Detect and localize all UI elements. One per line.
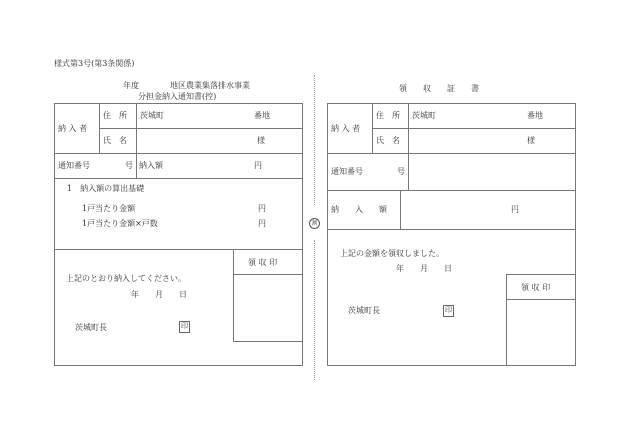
stub-amount-label: 納入額 — [139, 161, 163, 170]
receipt-notice-no-label: 通知番号 — [331, 167, 363, 176]
receipt-received-text: 上記の金額を領収しました。 — [340, 249, 444, 258]
receipt-receipt-stamp-label: 領 収 印 — [521, 283, 551, 292]
stub-title-project: 地区農業集落排水事業 — [170, 81, 250, 90]
receipt-address-suffix: 番地 — [527, 111, 543, 120]
stub-address-label: 住 所 — [103, 111, 127, 120]
stub-request-text: 上記のとおり納入してください。 — [66, 274, 186, 283]
stub-title-year: 年度 — [123, 81, 139, 90]
stub-name-suffix: 様 — [257, 136, 265, 145]
stub-payer-label: 納 入 者 — [58, 124, 88, 133]
receipt-address-label: 住 所 — [376, 111, 400, 120]
stub-mayor: 茨城町長 — [75, 323, 107, 332]
stub-basis-row-label: 1戸当たり金額 — [82, 204, 136, 213]
stub-notice-no-suffix: 号 — [125, 161, 133, 170]
stub-basis-row-unit: 円 — [258, 204, 266, 213]
stub-name-label: 氏 名 — [103, 136, 127, 145]
cut-line — [314, 240, 315, 380]
stub-notice-no-label: 通知番号 — [58, 161, 90, 170]
receipt-name-label: 氏 名 — [376, 136, 400, 145]
stub-amount-suffix: 円 — [254, 161, 262, 170]
form-label: 様式第3号(第3条関係) — [54, 59, 135, 68]
stub-date: 年 月 日 — [131, 290, 187, 299]
stub-address-value: 茨城町 — [140, 111, 164, 120]
stub-seal-icon: 印 — [179, 321, 190, 333]
stub-basis-heading: 1 納入額の算出基礎 — [67, 184, 145, 193]
stub-basis-row-unit: 円 — [258, 219, 266, 228]
receipt-mayor: 茨城町長 — [348, 306, 380, 315]
receipt-payer-label: 納 入 者 — [331, 124, 361, 133]
receipt-date: 年 月 日 — [396, 264, 452, 273]
receipt-address-value: 茨城町 — [412, 111, 436, 120]
receipt-name-suffix: 様 — [527, 136, 535, 145]
stub-address-suffix: 番地 — [254, 111, 270, 120]
stub-basis-row-label: 1戸当たり金額×戸数 — [82, 219, 158, 228]
receipt-seal-icon: 印 — [443, 305, 454, 317]
receipt-title: 領 収 証 書 — [399, 84, 479, 93]
tally-seal-icon: 割 — [309, 218, 320, 229]
receipt-notice-no-suffix: 号 — [397, 167, 405, 176]
stub-title-doc: 分担金納入通知書(控) — [138, 92, 217, 101]
cut-line — [314, 75, 315, 205]
stub-receipt-stamp-label: 領 収 印 — [248, 258, 278, 267]
receipt-amount-suffix: 円 — [511, 205, 519, 214]
receipt-amount-label: 納 入 額 — [331, 205, 387, 214]
